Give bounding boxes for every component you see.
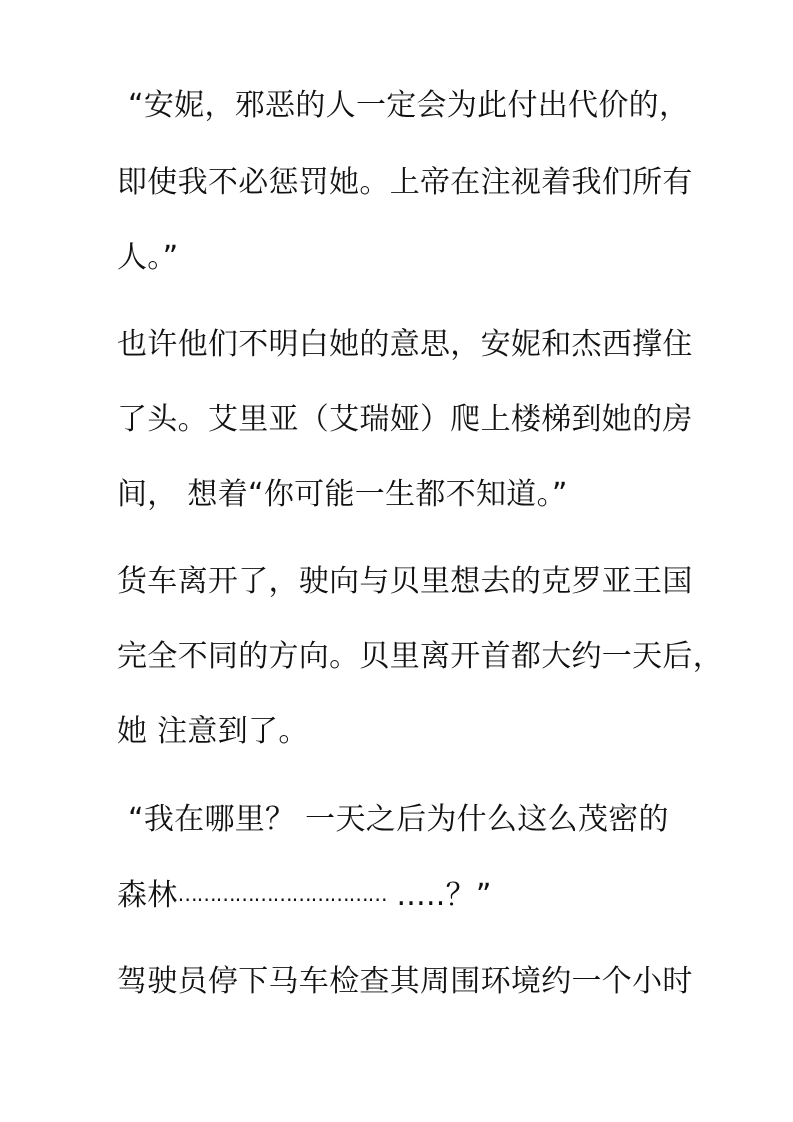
paragraph-2-line-3: 间， 想着“你可能一生都不知道。”: [117, 477, 568, 512]
paragraph-4-line-1: “我在哪里？ 一天之后为什么这么茂密的: [128, 802, 669, 837]
ellipsis-dots: ……………………………: [177, 882, 387, 906]
paragraph-1-line-1: “安妮，邪恶的人一定会为此付出代价的，: [128, 88, 690, 123]
paragraph-4-line-2-text: 森林: [117, 878, 178, 913]
paragraph-2-line-1: 也许他们不明白她的意思，安妮和杰西撑住: [117, 327, 693, 362]
paragraph-2-line-2: 了头。艾里亚（艾瑞娅）爬上楼梯到她的房: [117, 402, 693, 437]
paragraph-4-line-2-end: .....？”: [386, 878, 492, 913]
paragraph-1-line-2: 即使我不必惩罚她。上帝在注视着我们所有: [117, 165, 693, 200]
paragraph-3-line-3: 她 注意到了。: [117, 714, 309, 749]
paragraph-5-line-1: 驾驶员停下马车检查其周围环境约一个小时: [117, 964, 693, 999]
paragraph-1-line-3: 人。”: [117, 240, 179, 275]
paragraph-3-line-1: 货车离开了，驶向与贝里想去的克罗亚王国: [117, 564, 693, 599]
paragraph-4-line-2: [117, 874, 697, 914]
paragraph-3-line-2: 完全不同的方向。贝里离开首都大约一天后，: [117, 639, 723, 674]
